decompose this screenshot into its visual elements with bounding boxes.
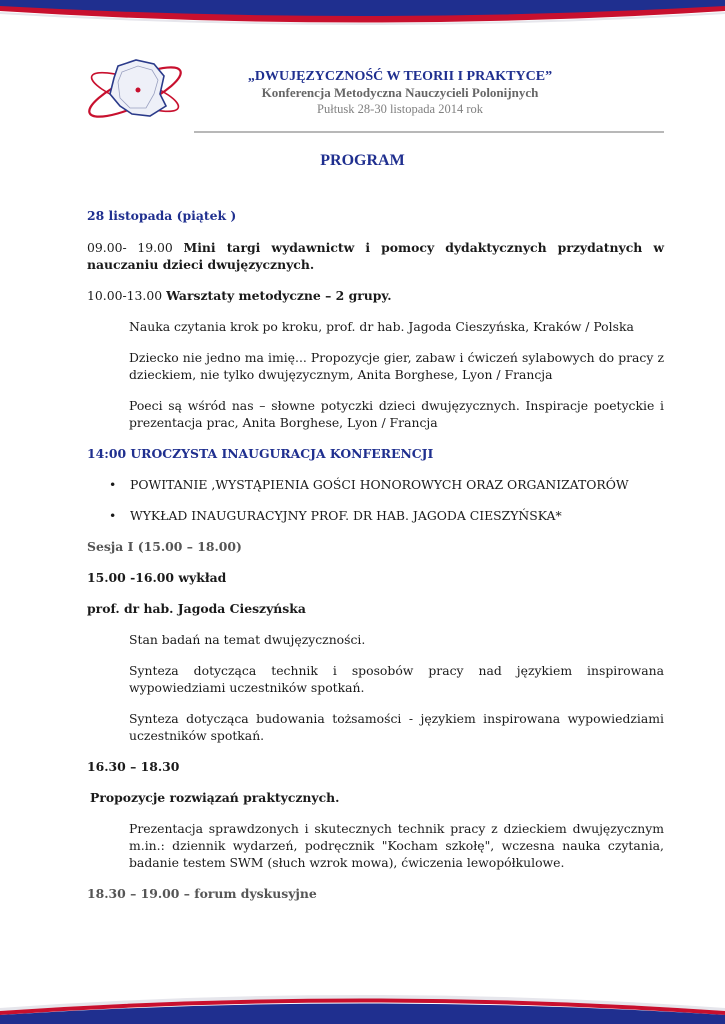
- list-item: [87, 507, 664, 524]
- session-heading: Sesja I (15.00 – 18.00): [87, 539, 242, 554]
- conference-header: [200, 68, 600, 117]
- inauguration-list: [87, 476, 664, 524]
- conference-logo: [80, 50, 190, 130]
- lecture-topic: Synteza dotycząca budowania tożsamości - językiem inspirowana wypowiedziami uczestników spotkań.: [129, 711, 664, 743]
- day-heading: 28 listopada (piątek ): [87, 208, 237, 223]
- workshop-item: Dziecko nie jedno ma imię... Propozycje gier, zabaw i ćwiczeń sylabowych do pracy z dzieckiem, nie tylko dwujęzycznym, Anita Borghese, Lyon / Francja: [129, 350, 664, 382]
- block-title: Propozycje rozwiązań praktycznych.: [90, 790, 340, 805]
- workshop-item: Nauka czytania krok po kroku, prof. dr hab. Jagoda Cieszyńska, Kraków / Polska: [129, 319, 634, 334]
- item-text: Warsztaty metodyczne – 2 grupy.: [166, 288, 392, 303]
- lecture-time: 15.00 -16.00 wykład: [87, 570, 227, 585]
- program-item-workshops: [87, 287, 664, 304]
- item-time: 09.00- 19.00: [87, 240, 173, 255]
- workshop-item: Poeci są wśród nas – słowne potyczki dzieci dwujęzycznych. Inspiracje poetyckie i prezentacja prac, Anita Borghese, Lyon / Francja: [129, 398, 664, 430]
- lecture-topic: Stan badań na temat dwujęzyczności.: [129, 632, 366, 647]
- header-divider: [194, 131, 664, 133]
- conference-title: „DWUJĘZYCZNOŚĆ W TEORII I PRAKTYCE”: [247, 69, 553, 84]
- list-item-text: WYKŁAD INAUGURACYJNY PROF. DR HAB. JAGODA CIESZYŃSKA*: [130, 508, 562, 523]
- item-text: Mini targi wydawnictw i pomocy dydaktycznych przydatnych w nauczaniu dzieci dwujęzycznych.: [87, 240, 664, 272]
- item-time: 10.00-13.00: [87, 288, 163, 303]
- top-decorative-band: [0, 0, 725, 26]
- lecture-topic: Synteza dotycząca technik i sposobów pracy nad językiem inspirowana wypowiedziami uczestników spotkań.: [129, 663, 664, 695]
- bullet-icon: •: [109, 477, 117, 492]
- conference-subtitle: Konferencja Metodyczna Nauczycieli Polonijnych: [261, 85, 539, 100]
- list-item-text: POWITANIE ,WYSTĄPIENIA GOŚCI HONOROWYCH ORAZ ORGANIZATORÓW: [130, 477, 629, 492]
- program-content: [87, 207, 664, 916]
- bottom-decorative-band: [0, 978, 725, 1024]
- list-item: [87, 476, 664, 493]
- inauguration-heading: 14:00 UROCZYSTA INAUGURACJA KONFERENCJI: [87, 446, 434, 461]
- program-title: PROGRAM: [320, 152, 405, 169]
- forum-heading: 18.30 – 19.00 – forum dyskusyjne: [87, 886, 317, 901]
- conference-date-place: Pułtusk 28-30 listopada 2014 rok: [317, 102, 483, 116]
- block-time: 16.30 – 18.30: [87, 759, 180, 774]
- lecturer-name: prof. dr hab. Jagoda Cieszyńska: [87, 601, 306, 616]
- bullet-icon: •: [109, 508, 117, 523]
- block-description: Prezentacja sprawdzonych i skutecznych technik pracy z dzieckiem dwujęzycznym m.in.: dziennik wydarzeń, podręcznik "Kocham szkołę", wczesna nauka czytania, badanie testem SWM (słuch wzrok mowa), ćwiczenia lewopółkulowe.: [129, 821, 664, 870]
- program-item-fair: [87, 239, 664, 273]
